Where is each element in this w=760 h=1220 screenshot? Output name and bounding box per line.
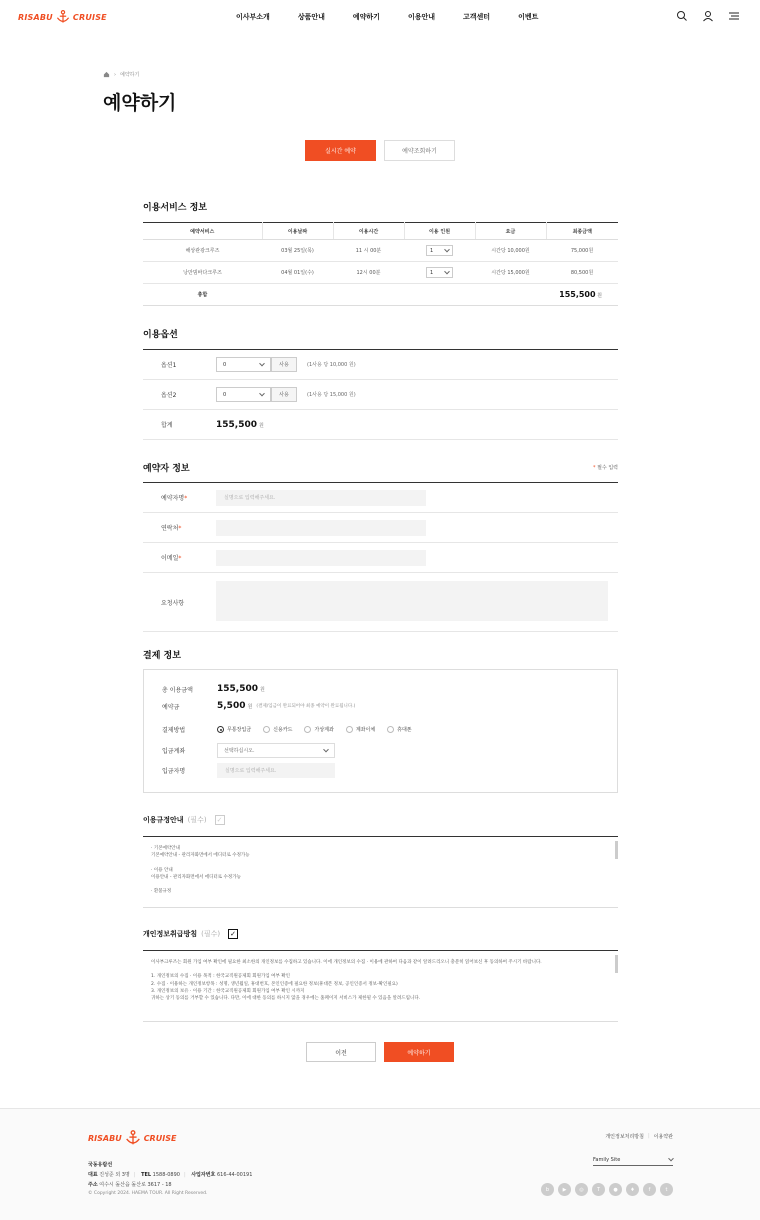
won-unit: 원 xyxy=(260,687,265,693)
account-select[interactable] xyxy=(217,743,335,758)
cell-fee: 시간당 15,000원 xyxy=(475,262,546,284)
name-label: 예약자명* xyxy=(161,495,188,502)
tab-realtime-reservation[interactable]: 실시간 예약 xyxy=(305,140,376,161)
people-select[interactable] xyxy=(426,267,453,278)
people-select-value: 1 xyxy=(430,247,434,254)
book-button[interactable]: 예약하기 xyxy=(384,1042,454,1062)
option-quantity-select[interactable] xyxy=(216,357,271,372)
cell-date: 04월 01일(수) xyxy=(262,262,333,284)
email-label: 이메일* xyxy=(161,555,182,562)
radio-bank-transfer[interactable]: 무통장입금 xyxy=(217,726,251,733)
privacy-content[interactable]: 이사부크루즈는 회원 가입 여부 확인에 필요한 최소한의 개인정보를 수집하고 있습니다. 이에 개인정보의 수집 · 이용에 관하여 다음과 같이 알려드리오니 충분히 읽어보신 후 동의하여 주시기 바랍니다. 1. 개인정보의 수집 · 이용 목적 : 한국교직원공제회 회원가입 여부 확인 2. 수집 · 이용하는 개인정보항목 : 성명, 생년월일, 휴대번호, 본인인증에 필요한 정보(휴대폰 정보, 공인인증서 정보-확인필요) 3. 개인정보의 보유 · 이용 기간 : 한국교직원공제회 회원가입 여부 확인 시까지 귀하는 상기 동의를 거부할 수 있습니다. 다만, 이에 대한 동의를 하시지 않을 경우에는 홈페이지 서비스가 제한될 수 있음을 알려드립니다. xyxy=(143,950,618,1022)
terms-scrollbar[interactable] xyxy=(615,841,618,859)
request-label: 요청사항 xyxy=(161,599,185,607)
required-star: * xyxy=(593,465,596,471)
payment-section-title: 결제 정보 xyxy=(143,651,181,661)
brand-logo[interactable] xyxy=(18,9,107,25)
nav-item-guide[interactable]: 이용안내 xyxy=(407,13,435,21)
total-amount-cell xyxy=(546,284,618,306)
booker-section-title: 예약자 정보 xyxy=(143,464,190,474)
people-select[interactable] xyxy=(426,245,453,256)
cell-total: 80,500원 xyxy=(546,262,618,284)
table-row xyxy=(143,262,618,284)
people-select-value: 1 xyxy=(430,269,434,276)
instagram-icon[interactable]: ◎ xyxy=(575,1183,588,1196)
option-sum-label: 합계 xyxy=(161,422,173,429)
pay-method-row xyxy=(162,725,412,734)
option-quantity-select[interactable] xyxy=(216,387,271,402)
logo-text-left: RISABU xyxy=(18,12,53,22)
col-service: 예약서비스 xyxy=(143,223,262,240)
request-textarea[interactable] xyxy=(216,581,608,621)
options-list xyxy=(143,349,618,440)
cell-people xyxy=(404,240,475,262)
footer-copyright: © Copyright 2024. HAEMA TOUR. All Right Reserved. xyxy=(88,1191,208,1196)
cell-service: 해상관광크루즈 xyxy=(143,240,262,262)
cell-time: 12시 00분 xyxy=(333,262,404,284)
col-people: 이용 인원 xyxy=(404,223,475,240)
terms-link[interactable]: 이용약관 xyxy=(653,1134,673,1140)
pay-total-wrap xyxy=(217,684,265,694)
cell-fee: 시간당 10,000원 xyxy=(475,240,546,262)
chevron-down-icon xyxy=(444,246,450,252)
chevron-down-icon xyxy=(323,746,329,752)
option-apply-button[interactable]: 사용 xyxy=(271,387,297,402)
page-title: 예약하기 xyxy=(103,92,177,114)
pay-deposit-label: 예약금 xyxy=(162,703,180,711)
home-icon[interactable] xyxy=(103,71,110,78)
pay-method-label: 결제방법 xyxy=(162,727,186,734)
header-icons xyxy=(676,10,740,22)
cell-time: 11 시 00분 xyxy=(333,240,404,262)
radio-mobile[interactable]: 휴대폰 xyxy=(387,726,412,733)
main-nav xyxy=(236,12,566,22)
chevron-down-icon xyxy=(444,268,450,274)
option-select-value: 0 xyxy=(223,361,227,368)
option-price-note: (1사용 당 10,000 원) xyxy=(307,362,356,368)
privacy-policy-link[interactable]: 개인정보처리방침 xyxy=(605,1134,644,1140)
depositor-input[interactable]: 실명으로 입력해주세요. xyxy=(217,763,335,778)
privacy-title: 개인정보취급방침 (필수) ✓ xyxy=(143,929,238,939)
service-section-title: 이용서비스 정보 xyxy=(143,203,207,213)
menu-icon[interactable] xyxy=(728,10,740,22)
total-label: 총합 xyxy=(143,284,262,306)
col-date: 이용날짜 xyxy=(262,223,333,240)
footer-address-line: 주소 여수시 돌산읍 돌산로 3617 - 18 xyxy=(88,1182,172,1188)
col-total: 최종금액 xyxy=(546,223,618,240)
terms-agree-checkbox[interactable]: ✓ xyxy=(215,815,225,825)
won-unit: 원 xyxy=(259,422,264,429)
radio-account-transfer[interactable]: 계좌이체 xyxy=(346,726,375,733)
form-row-email xyxy=(143,543,618,573)
email-input[interactable] xyxy=(216,550,426,566)
terms-title: 이용규정안내 (필수) ✓ xyxy=(143,815,225,825)
footer-logo[interactable]: RISABU CRUISE xyxy=(88,1129,176,1147)
service-table xyxy=(143,222,618,306)
chevron-down-icon xyxy=(259,390,265,396)
pay-account-label: 입금계좌 xyxy=(162,748,186,755)
phone-label: 연락처* xyxy=(161,525,182,532)
facebook-icon[interactable]: f xyxy=(643,1183,656,1196)
pay-deposit-amount: 5,500 xyxy=(217,701,246,711)
cell-date: 03월 25일(목) xyxy=(262,240,333,262)
phone-input[interactable] xyxy=(216,520,426,536)
nav-item-support[interactable]: 고객센터 xyxy=(463,13,491,21)
radio-icon xyxy=(346,726,353,733)
pay-depositor-label: 입금자명 xyxy=(162,768,186,775)
col-fee: 요금 xyxy=(475,223,546,240)
won-unit: 원 xyxy=(597,293,602,299)
chevron-down-icon xyxy=(668,1155,674,1161)
required-note xyxy=(593,464,618,471)
nav-item-products[interactable]: 상품안내 xyxy=(297,13,325,21)
pay-account-row xyxy=(162,743,335,758)
account-select-value: 선택하십시오. xyxy=(224,748,255,754)
pay-deposit-row xyxy=(162,701,355,711)
total-row xyxy=(143,284,618,306)
breadcrumb xyxy=(103,71,139,78)
privacy-scrollbar[interactable] xyxy=(615,955,618,973)
won-unit: 원 xyxy=(247,704,253,710)
option-select-value: 0 xyxy=(223,391,227,398)
option-sum-amount: 155,500 xyxy=(216,419,257,430)
breadcrumb-sep: › xyxy=(114,71,116,78)
tab-reservation-lookup[interactable]: 예약조회하기 xyxy=(384,140,455,161)
form-row-request xyxy=(143,573,618,632)
required-note-text: 필수 입력 xyxy=(597,465,619,471)
radio-virtual-account[interactable]: 가상계좌 xyxy=(304,726,333,733)
sns-links xyxy=(541,1183,673,1196)
blog-icon[interactable]: b xyxy=(541,1183,554,1196)
logo-text-right: CRUISE xyxy=(72,12,107,22)
nav-item-event[interactable]: 이벤트 xyxy=(518,13,539,21)
cell-total: 75,000원 xyxy=(546,240,618,262)
nav-item-about[interactable]: 이사부소개 xyxy=(236,13,270,21)
col-time: 이용시간 xyxy=(333,223,404,240)
youtube-icon[interactable]: ▶ xyxy=(558,1183,571,1196)
option-row xyxy=(143,380,618,410)
total-amount: 155,500 xyxy=(559,290,596,299)
anchor-icon xyxy=(55,9,71,25)
pay-deposit-wrap xyxy=(217,701,252,711)
cell-service: 낭만빔바다크루즈 xyxy=(143,262,262,284)
pay-method-group xyxy=(217,726,412,733)
tstory-icon[interactable]: T xyxy=(592,1183,605,1196)
prev-button[interactable]: 이전 xyxy=(306,1042,376,1062)
user-icon[interactable] xyxy=(702,10,714,22)
radio-icon xyxy=(387,726,394,733)
terms-content[interactable]: · 기본예약안내 기본예약안내 - 관리자화면에서 에디터로 수정가능 · 이용 안내 이용안내 - 관리자화면에서 에디터로 수정가능 · 환불규정 xyxy=(143,836,618,908)
footer-links: 개인정보처리방침 | 이용약관 xyxy=(605,1133,673,1140)
form-row-phone xyxy=(143,513,618,543)
search-icon[interactable] xyxy=(676,10,688,22)
radio-credit-card[interactable]: 신용카드 xyxy=(263,726,292,733)
option-price-note: (1사용 당 15,000 원) xyxy=(307,392,356,398)
footer xyxy=(0,1108,760,1220)
option-label: 옵션1 xyxy=(161,362,177,369)
pay-total-amount: 155,500 xyxy=(217,684,258,694)
radio-icon xyxy=(304,726,311,733)
payment-box xyxy=(143,669,618,793)
pay-total-row xyxy=(162,684,265,694)
booker-form xyxy=(143,482,618,632)
option-label: 옵션2 xyxy=(161,392,177,399)
options-section-title: 이용옵션 xyxy=(143,330,178,340)
reservation-tabs xyxy=(305,140,455,161)
anchor-icon xyxy=(124,1129,142,1147)
privacy-agree-checkbox[interactable]: ✓ xyxy=(228,929,238,939)
footer-info-line: 대표 진성준 외 3명 | TEL 1588-0890 | 사업자번호 616-44-00191 xyxy=(88,1172,253,1178)
breadcrumb-current[interactable]: 예약하기 xyxy=(120,72,140,78)
map-pin-icon[interactable]: ♦ xyxy=(626,1183,639,1196)
option-apply-button[interactable]: 사용 xyxy=(271,357,297,372)
talk-icon[interactable]: ● xyxy=(609,1183,622,1196)
pay-depositor-row xyxy=(162,763,335,778)
cell-people xyxy=(404,262,475,284)
nav-item-reservation[interactable]: 예약하기 xyxy=(352,13,380,21)
name-input[interactable]: 실명으로 입력해주세요. xyxy=(216,490,426,506)
pay-deposit-note: (결제/입금이 완료되어야 최종 예약이 완료됩니다.) xyxy=(256,704,356,709)
option-sum-row xyxy=(143,410,618,440)
footer-company: 국동유람선 xyxy=(88,1162,113,1168)
family-site-select[interactable]: Family Site xyxy=(593,1154,673,1166)
form-row-name xyxy=(143,483,618,513)
pay-total-label: 총 이용금액 xyxy=(162,686,193,694)
radio-icon xyxy=(217,726,224,733)
radio-icon xyxy=(263,726,270,733)
header xyxy=(0,0,760,34)
twitter-icon[interactable]: t xyxy=(660,1183,673,1196)
chevron-down-icon xyxy=(259,360,265,366)
table-row xyxy=(143,240,618,262)
option-sum-amount-wrap xyxy=(216,420,264,430)
option-row xyxy=(143,350,618,380)
